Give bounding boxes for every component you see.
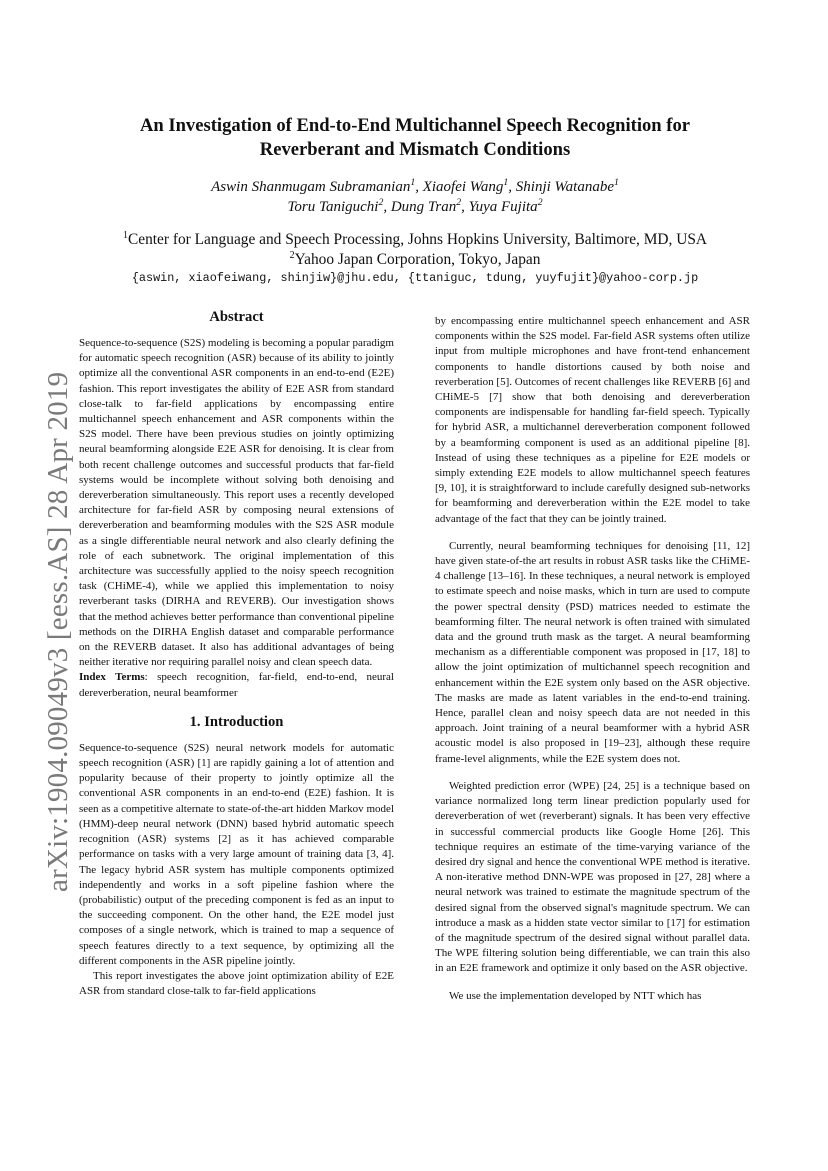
paper-title-line-2: Reverberant and Mismatch Conditions	[259, 139, 571, 160]
affiliation-1	[60, 230, 770, 250]
paper-title-line-1: An Investigation of End-to-End Multichannel Speech Recognition for	[139, 115, 691, 136]
affiliation-mark: 1	[122, 229, 128, 241]
author-separator: ,	[383, 199, 391, 215]
paper-title	[90, 114, 740, 162]
right-paragraph-2: Currently, neural beamforming techniques for denoising [11, 12] have given state-of-the art results in robust ASR tasks like the CHiME-4 challenge [13–16]. In these techniques, a neural network is employed to estimate speech and noise masks, which in turn are used to compute the power spectral density (PSD) matrices needed to estimate the beamforming filter. The neural network is often trained with simulated data and the ground truth mask as the target. A neural beamforming mechanism as a differentiable component was proposed in [17, 18] to allow the joint optimization of multichannel speech recognition and enhancement within the E2E system only based on the ASR objective. The masks are made as latent variables in the end-to-end training. Hence, parallel clean and noisy speech data are not needed in this approach. Joint training of a neural beamformer with a hybrid ASR acoustic model is also proposed in [19–23], although these require frame-level alignments, while the E2E system does not.	[435, 539, 750, 765]
author-name: Yuya Fujita	[468, 199, 538, 215]
author-name: Shinji Watanabe	[515, 179, 614, 195]
affiliation-mark: 2	[289, 249, 295, 261]
author-line-2	[90, 197, 740, 217]
author-emails: {aswin, xiaofeiwang, shinjiw}@jhu.edu, {ttaniguc, tdung, yuyfujit}@yahoo-corp.jp	[131, 271, 699, 285]
right-paragraph-4: We use the implementation developed by NTT which has	[449, 989, 702, 1002]
author-list	[90, 177, 740, 217]
author-affiliation-mark: 1	[613, 177, 619, 188]
left-column	[79, 308, 394, 999]
affiliation-text: Center for Language and Speech Processing, Johns Hopkins University, Baltimore, MD, USA	[127, 231, 708, 248]
introduction-paragraph-2: This report investigates the above joint optimization ability of E2E ASR from standard close-talk to far-field applications	[79, 969, 394, 998]
affiliation-text: Yahoo Japan Corporation, Tokyo, Japan	[294, 251, 541, 268]
introduction-paragraph-1: Sequence-to-sequence (S2S) neural network models for automatic speech recognition (ASR) [1] are rapidly gaining a lot of attention and popularity because of their property to jointly optimize all the conventional ASR components in an end-to-end (E2E) fashion. It is seen as a competitive alternate to state-of-the-art hidden Markov model (HMM)-deep neural network (DNN) based hybrid automatic speech recognition (ASR) systems [2] as it has achieved comparable performance on tasks with a very large amount of training data [3, 4]. The legacy hybrid ASR system has multiple components optimized independently and works in a soft pipeline fashion where the (probabilistic) output of the preceding component is fed as an input to the succeeding component. On the other hand, the E2E model just composes of a single network, which is trained to map a sequence of speech features directly to a text sequence, by optimizing all the different components in the ASR pipeline jointly.	[79, 741, 394, 967]
right-paragraph-3: Weighted prediction error (WPE) [24, 25] is a technique based on variance normalized long term linear prediction popularly used for dereverberation of wet (reverberant) signals. It has been very effective in successful commercial products like Google Home [26]. This technique requires an estimate of the time-varying variance of the desired dry signal and hence the conventional WPE method is iterative. A non-iterative method DNN-WPE was proposed in [27, 28] where a neural network was trained to estimate the magnitude spectrum of the desired signal from the observed signal's magnitude spectrum. We can introduce a mask as a hidden state vector similar to [17] for estimation of the magnitude spectrum of the desired signal without parallel data. The WPE filtering solution being differentiable, we can train this also in an E2E framework and optimize it only based on the ASR objective.	[435, 779, 750, 975]
author-affiliation-mark: 2	[456, 197, 462, 208]
author-name: Dung Tran	[390, 199, 457, 215]
author-affiliation-mark: 2	[378, 197, 384, 208]
affiliations	[60, 230, 770, 270]
author-separator: ,	[461, 199, 469, 215]
author-name: Toru Taniguchi	[287, 199, 379, 215]
author-affiliation-mark: 1	[410, 177, 416, 188]
author-name: Xiaofei Wang	[422, 179, 504, 195]
index-terms-text: : speech recognition, far-field, end-to-end, neural dereverberation, neural beamformer	[79, 671, 394, 699]
abstract-text: Sequence-to-sequence (S2S) modeling is becoming a popular paradigm for automatic speech recognition (ASR) because of its ability to jointly optimize all the conventional ASR components in an end-to-end (E2E) fashion. This report investigates the ability of E2E ASR from standard close-talk to far-field applications by encompassing entire multichannel speech enhancement and ASR components within the S2S model. There have been previous studies on jointly optimizing neural beamforming alongside E2E ASR for denoising. It is clear from both recent challenge outcomes and successful products that far-field systems would be incomplete without solving both denoising and dereverberation simultaneously. This report uses a recently developed architecture for far-field ASR by composing neural extensions of dereverberation and beamforming modules with the S2S ASR module as a single differentiable neural network and also clearly defining the role of each subnetwork. The original implementation of this architecture was successfully applied to the noisy speech recognition task (CHiME-4), while we applied this implementation to noisy reverberant tasks (DIRHA and REVERB). Our investigation shows that the method achieves better performance than conventional pipeline methods on the DIRHA English dataset and comparable performance on the REVERB dataset. It also has additional advantages of being neither iterative nor requiring parallel noisy and clean speech data.	[79, 337, 394, 669]
author-separator: ,	[415, 179, 423, 195]
abstract-heading: Abstract	[209, 309, 264, 325]
author-line-1	[90, 177, 740, 197]
affiliation-2	[60, 250, 770, 270]
introduction-heading: 1. Introduction	[189, 713, 284, 730]
author-name: Aswin Shanmugam Subramanian	[211, 179, 411, 195]
author-affiliation-mark: 2	[537, 197, 543, 208]
right-column	[435, 314, 750, 1016]
arxiv-identifier-text: arXiv:1904.09049v3 [eess.AS] 28 Apr 2019	[42, 371, 74, 892]
right-paragraph-1: by encompassing entire multichannel speech enhancement and ASR components within the S2S model. Far-field ASR systems often utilize input from multiple microphones and have front-tend enhancement components to handle distortions caused by both noise and reverberation [5]. Outcomes of recent challenges like REVERB [6] and CHiME-5 [7] show that both denoising and dereverberation components are indispensable for handling far-field speech. Typically for hybrid ASR, a multichannel dereverberation component followed by a beamforming component is used as an additional pipeline [8]. Instead of using these techniques as a pipeline for E2E models or simply extending E2E models to allow multichannel speech features [9, 10], it is straightforward to include carefully designed sub-networks for beamforming and dereverberation within the E2E model to take advantage of the fact that they can be jointly trained.	[435, 315, 750, 525]
index-terms-label: Index Terms	[79, 671, 145, 684]
author-affiliation-mark: 1	[503, 177, 509, 188]
arxiv-identifier-stamp	[22, 352, 74, 892]
author-separator: ,	[508, 179, 516, 195]
index-terms	[79, 670, 394, 700]
